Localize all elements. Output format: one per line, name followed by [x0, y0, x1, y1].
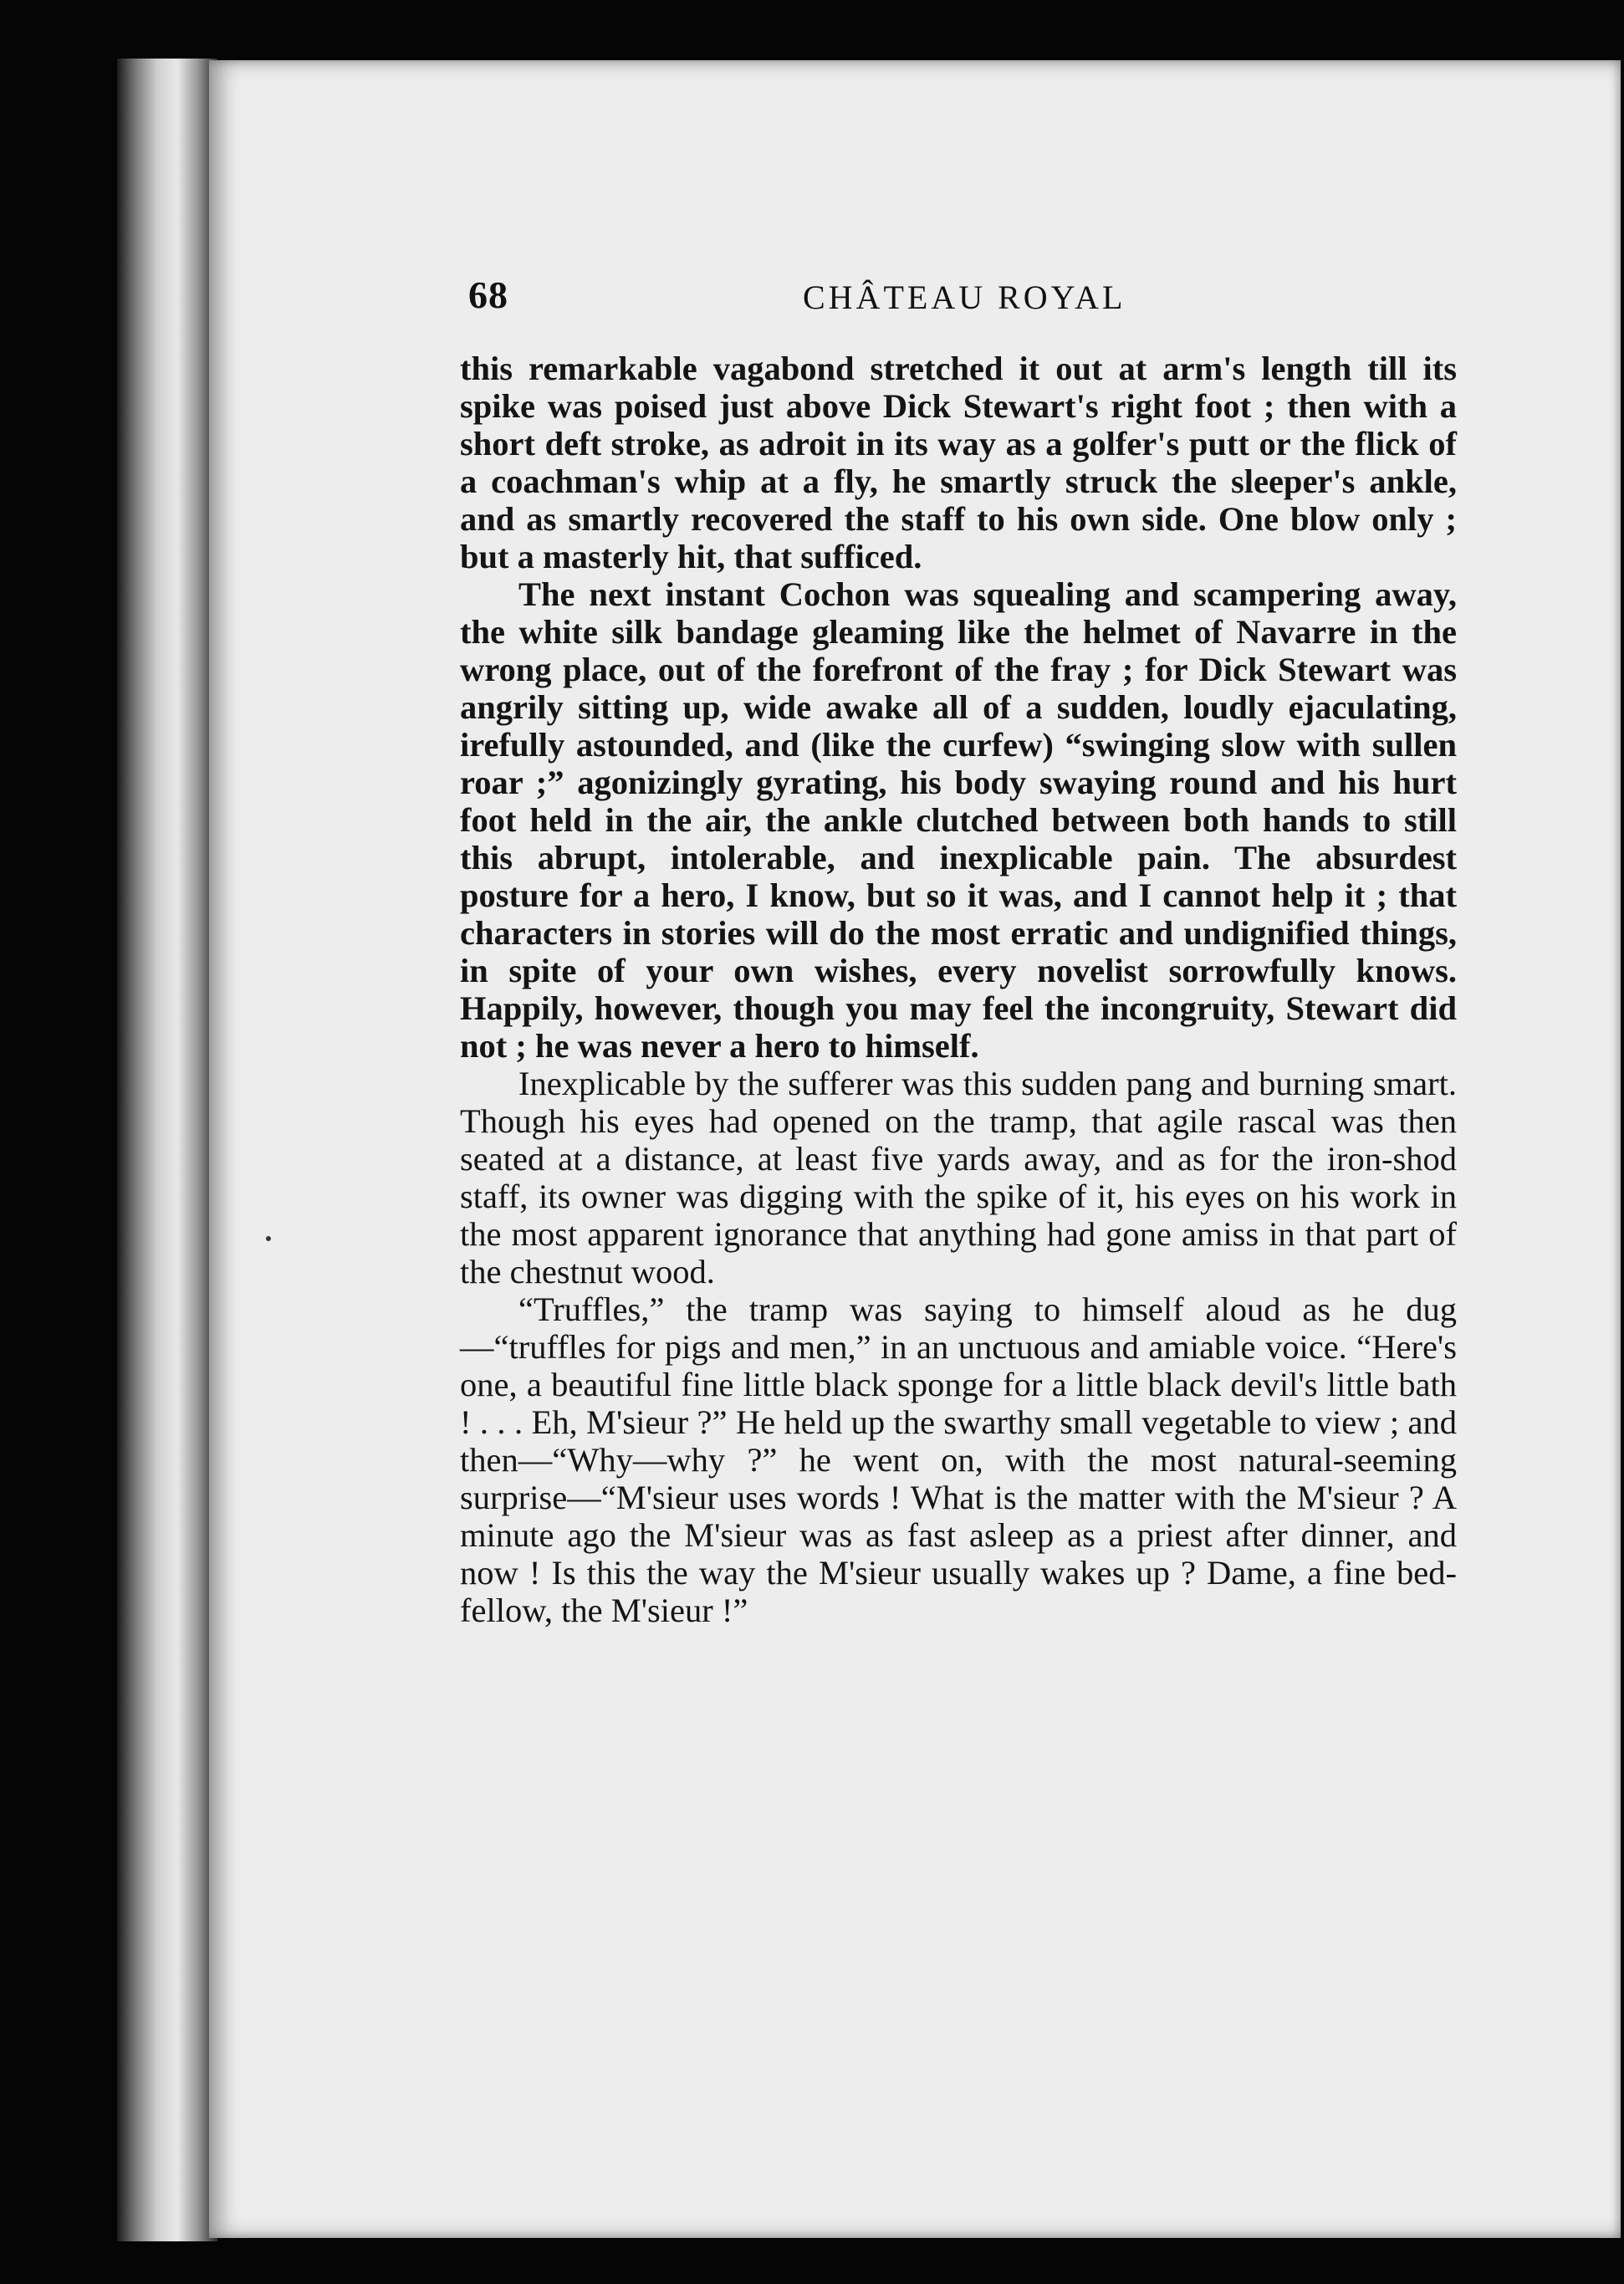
- body-text: [460, 350, 1457, 1629]
- paragraph-3: Inexplicable by the sufferer was this sudden pang and burning smart. Though his eyes had opened on the tramp, that agile rascal was then seated at a distance, at least five yards away, and as for the iron-shod staff, its owner was digging with the spike of it, his eyes on his work in the most apparent ignorance that anything had gone amiss in that part of the chestnut wood.: [460, 1065, 1457, 1290]
- paragraph-2: The next instant Cochon was squealing and scampering away, the white silk bandage gleaming like the helmet of Navarre in the wrong place, out of the forefront of the fray ; for Dick Stewart was angrily sitting up, wide awake all of a sudden, loudly ejaculating, irefully astounded, and (like the curfew) “swinging slow with sullen roar ;” agonizingly gyrating, his body swaying round and his hurt foot held in the air, the ankle clutched between both hands to still this abrupt, intolerable, and inexplicable pain. The absurdest posture for a hero, I know, but so it was, and I cannot help it ; that characters in stories will do the most erratic and undignified things, in spite of your own wishes, every novelist sorrowfully knows. Happily, however, though you may feel the incongruity, Stewart did not ; he was never a hero to himself.: [460, 575, 1457, 1065]
- paragraph-1: this remarkable vagabond stretched it out at arm's length till its spike was poised just above Dick Stewart's right foot ; then with a short deft stroke, as adroit in its way as a golfer's putt or the flick of a coachman's whip at a fly, he smartly struck the sleeper's ankle, and as smartly recovered the staff to his own side. One blow only ; but a masterly hit, that sufficed.: [460, 350, 1457, 575]
- book-spine-edge: [117, 59, 217, 2241]
- page-number: 68: [468, 273, 508, 316]
- running-head: [468, 273, 1455, 323]
- dust-speck: [266, 1236, 271, 1241]
- running-title: CHÂTEAU ROYAL: [803, 278, 1126, 316]
- paragraph-4: “Truffles,” the tramp was saying to himself aloud as he dug—“truffles for pigs and men,” in an unctuous and amiable voice. “Here's one, a beautiful fine little black sponge for a little black devil's little bath ! . . . Eh, M'sieur ?” He held up the swarthy small vegetable to view ; and then—“Why—why ?” he went on, with the most natural-seeming surprise—“M'sieur uses words ! What is the matter with the M'sieur ? A minute ago the M'sieur was as fast asleep as a priest after dinner, and now ! Is this the way the M'sieur usually wakes up ? Dame, a fine bed-fellow, the M'sieur !”: [460, 1290, 1457, 1629]
